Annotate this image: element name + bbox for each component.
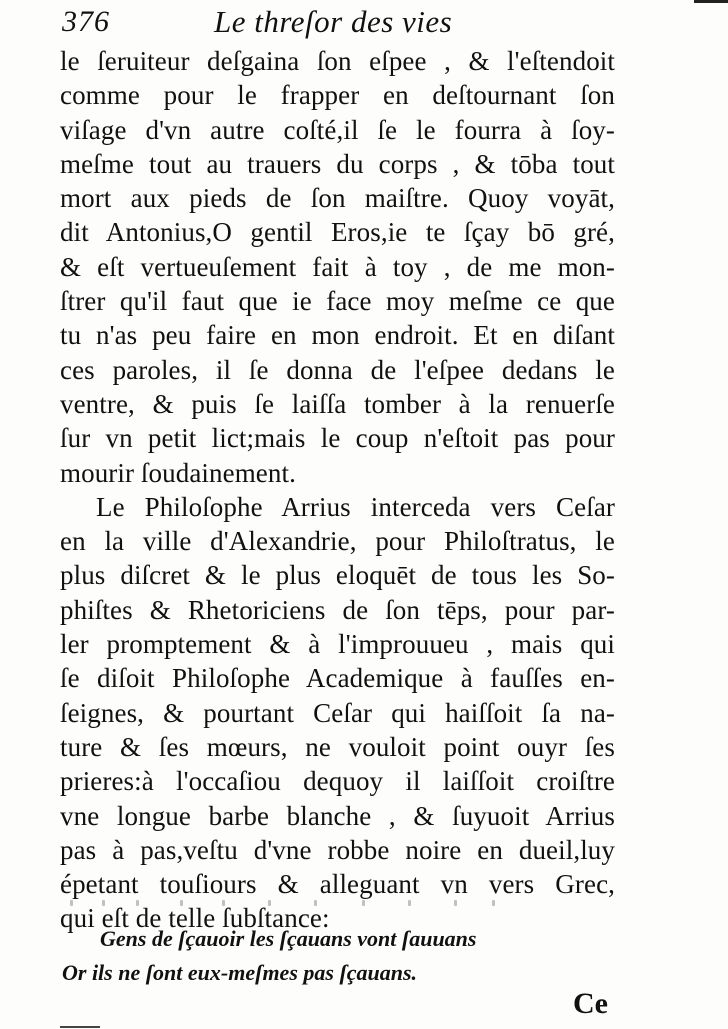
- text-line: ſur vn petit lict;mais le coup n'eſtoit pas pour: [60, 423, 615, 454]
- text-line: & eſt vertueuſement fait à toy , de me mon-: [60, 251, 615, 282]
- text-line: mort aux pieds de ſon maiſtre. Quoy voyāt,: [60, 183, 615, 214]
- text-line: dit Antonius,O gentil Eros,ie te ſçay bō gré,: [60, 217, 615, 248]
- text-line: plus diſcret & le plus eloquēt de tous les So-: [60, 560, 615, 591]
- page-edge-mark: [694, 0, 728, 3]
- text-line: ſeignes, & pourtant Ceſar qui haiſſoit ſa na-: [60, 697, 615, 728]
- text-line: ture & ſes mœurs, ne vouloit point ouyr ſes: [60, 731, 615, 762]
- text-line: le ſeruiteur deſgaina ſon eſpee , & l'eſtendoit: [60, 46, 615, 76]
- body-text: [60, 44, 615, 936]
- verse-quotation: [62, 922, 560, 990]
- text-line: viſage d'vn autre coſté,il ſe le fourra à ſoy-: [60, 114, 615, 145]
- paragraph-start-line: Le Philoſophe Arrius interceda vers Ceſar: [96, 491, 615, 522]
- text-line: épetant touſiours & alleguant vn vers Grec,: [60, 869, 615, 900]
- verse-line: Gens de ſçauoir les ſçauans vont ſauuans: [100, 926, 477, 951]
- verse-line: Or ils ne ſont eux-meſmes pas ſçauans.: [62, 960, 418, 985]
- text-line: tu n'as peu faire en mon endroit. Et en diſant: [60, 320, 615, 351]
- show-through-marks: [62, 896, 502, 910]
- text-line: pas à pas,veſtu d'vne robbe noire en dueil,luy: [60, 834, 615, 865]
- text-line: meſme tout au trauers du corps , & tōba tout: [60, 148, 615, 179]
- catchword: Ce: [573, 987, 608, 1020]
- text-line: vne longue barbe blanche , & ſuyuoit Arrius: [60, 800, 615, 831]
- text-line: prieres:à l'occaſiou dequoy il laiſſoit croiſtre: [60, 766, 615, 797]
- text-line: ler promptement & à l'improuueu , mais qui: [60, 629, 615, 660]
- text-line: ſtrer qu'il faut que ie face moy meſme ce que: [60, 286, 615, 317]
- text-line: en la ville d'Alexandrie, pour Philoſtratus, le: [60, 526, 615, 557]
- bottom-edge-mark: [60, 1026, 100, 1028]
- page-header: [62, 2, 662, 48]
- page-number: 376: [62, 5, 110, 38]
- text-line: phiſtes & Rhetoriciens de ſon tēps, pour par-: [60, 594, 615, 625]
- text-line: ces paroles, il ſe donna de l'eſpee dedans le: [60, 354, 615, 385]
- text-line: ventre, & puis ſe laiſſa tomber à la renuerſe: [60, 388, 615, 419]
- running-title: Le threſor des vies: [214, 4, 453, 39]
- paragraph-end-line: qui eſt de telle ſubſtance:: [60, 903, 330, 934]
- paragraph-end-line: mourir ſoudainement.: [60, 457, 296, 488]
- text-line: comme pour le frapper en deſtournant ſon: [60, 80, 615, 111]
- text-line: ſe diſoit Philoſophe Academique à fauſſes en-: [60, 663, 615, 694]
